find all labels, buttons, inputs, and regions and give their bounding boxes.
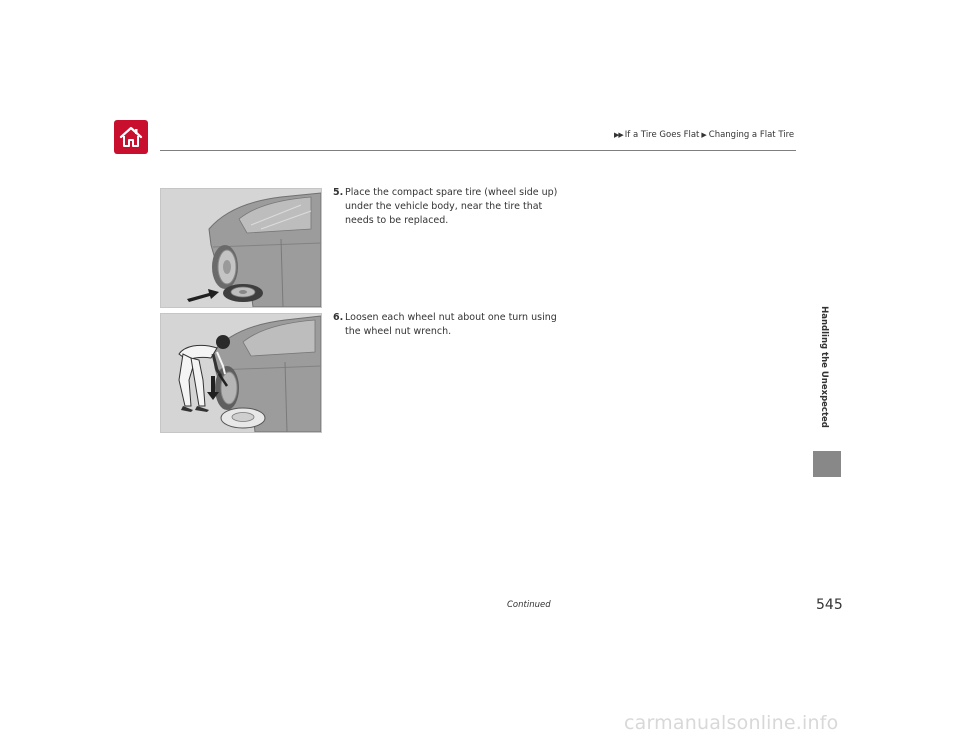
step-5 <box>333 186 563 228</box>
spare-tire-placement-illustration <box>160 188 322 308</box>
breadcrumb-arrow-icon: ▶▶ <box>614 131 623 139</box>
breadcrumb <box>614 130 794 140</box>
step-6 <box>333 311 563 339</box>
home-icon <box>118 125 144 149</box>
section-tab-label <box>812 292 836 442</box>
header-rule <box>160 150 796 151</box>
step-text: Place the compact spare tire (wheel side up) under the vehicle body, near the tire that needs to be replaced. <box>345 187 558 226</box>
step-text: Loosen each wheel nut about one turn using the wheel nut wrench. <box>345 312 557 337</box>
home-button[interactable] <box>114 120 148 154</box>
page-number: 545 <box>816 597 843 613</box>
breadcrumb-item-changing-tire[interactable]: Changing a Flat Tire <box>708 130 795 140</box>
breadcrumb-separator-icon: ▶ <box>701 131 707 139</box>
step-number: 6. <box>333 312 344 323</box>
watermark-text: carmanualsonline.info <box>624 712 839 734</box>
section-tab-marker[interactable] <box>813 451 841 477</box>
breadcrumb-item-flat-tire[interactable]: If a Tire Goes Flat <box>624 130 700 140</box>
step-number: 5. <box>333 187 344 198</box>
section-tab-text: Handling the Unexpected <box>819 306 829 428</box>
continued-label: Continued <box>507 600 551 610</box>
loosening-wheel-nuts-illustration <box>160 313 322 433</box>
